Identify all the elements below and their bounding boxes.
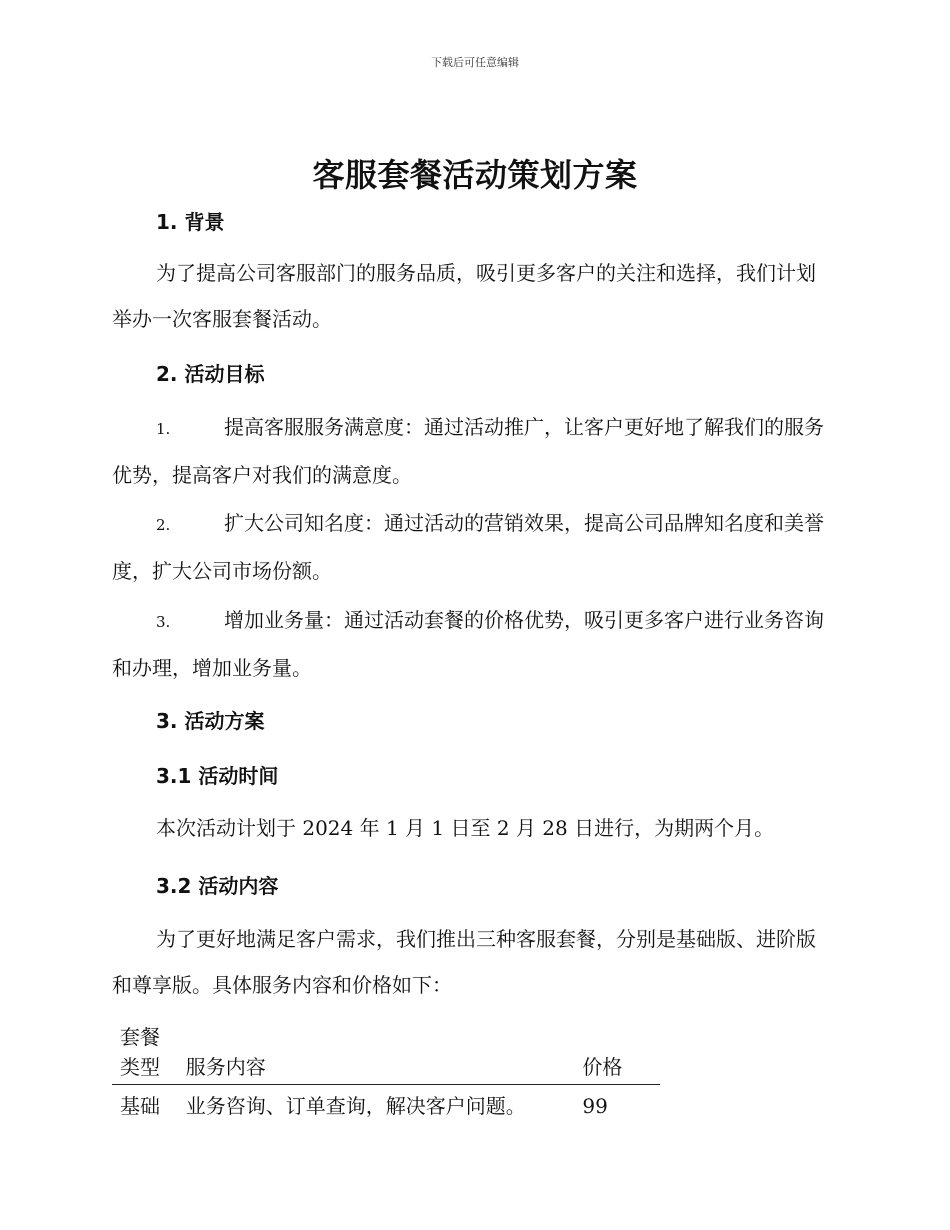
page-header-note: 下载后可任意编辑: [431, 56, 519, 69]
content-paragraph: 为了更好地满足客户需求，我们推出三种客服套餐，分别是基础版、进阶版和尊享版。具体服务内容和价格如下：: [112, 927, 816, 997]
subsection-heading-content: 3.2 活动内容: [156, 874, 279, 898]
section-heading-plan: 3. 活动方案: [156, 709, 265, 733]
header-package-type: 套餐类型: [112, 1018, 178, 1085]
goal-list-item: [112, 500, 832, 594]
table-row: [112, 1085, 660, 1124]
cell-package-type: 基础: [120, 1094, 160, 1118]
background-paragraph: 为了提高公司客服部门的服务品质，吸引更多客户的关注和选择，我们计划举办一次客服套餐活动。: [112, 261, 816, 331]
cell-service-content: 业务咨询、订单查询，解决客户问题。: [185, 1094, 526, 1118]
cell-price: 99: [582, 1094, 608, 1118]
goal-number: 1.: [156, 420, 171, 438]
goal-text: 扩大公司知名度：通过活动的营销效果，提高公司品牌知名度和美誉度，扩大公司市场份额。: [112, 511, 824, 583]
time-paragraph: 本次活动计划于 2024 年 1 月 1 日至 2 月 28 日进行，为期两个月。: [156, 816, 775, 840]
table-header-row: [112, 1018, 660, 1085]
subsection-heading-time: 3.1 活动时间: [156, 764, 279, 788]
section-heading-background: 1. 背景: [156, 210, 225, 234]
goal-list-item: [112, 597, 832, 691]
goal-text: 提高客服服务满意度：通过活动推广，让客户更好地了解我们的服务优势，提高客户对我们的满意度。: [112, 415, 824, 487]
section-heading-goals: 2. 活动目标: [156, 362, 265, 386]
document-title: 客服套餐活动策划方案: [312, 156, 638, 194]
goal-text: 增加业务量：通过活动套餐的价格优势，吸引更多客户进行业务咨询和办理，增加业务量。: [112, 608, 824, 680]
header-price: 价格: [574, 1018, 660, 1085]
goal-number: 2.: [156, 516, 171, 534]
goal-list-item: [112, 404, 832, 498]
header-service-content: 服务内容: [178, 1018, 575, 1085]
package-table: [112, 1018, 660, 1123]
goal-number: 3.: [156, 613, 171, 631]
